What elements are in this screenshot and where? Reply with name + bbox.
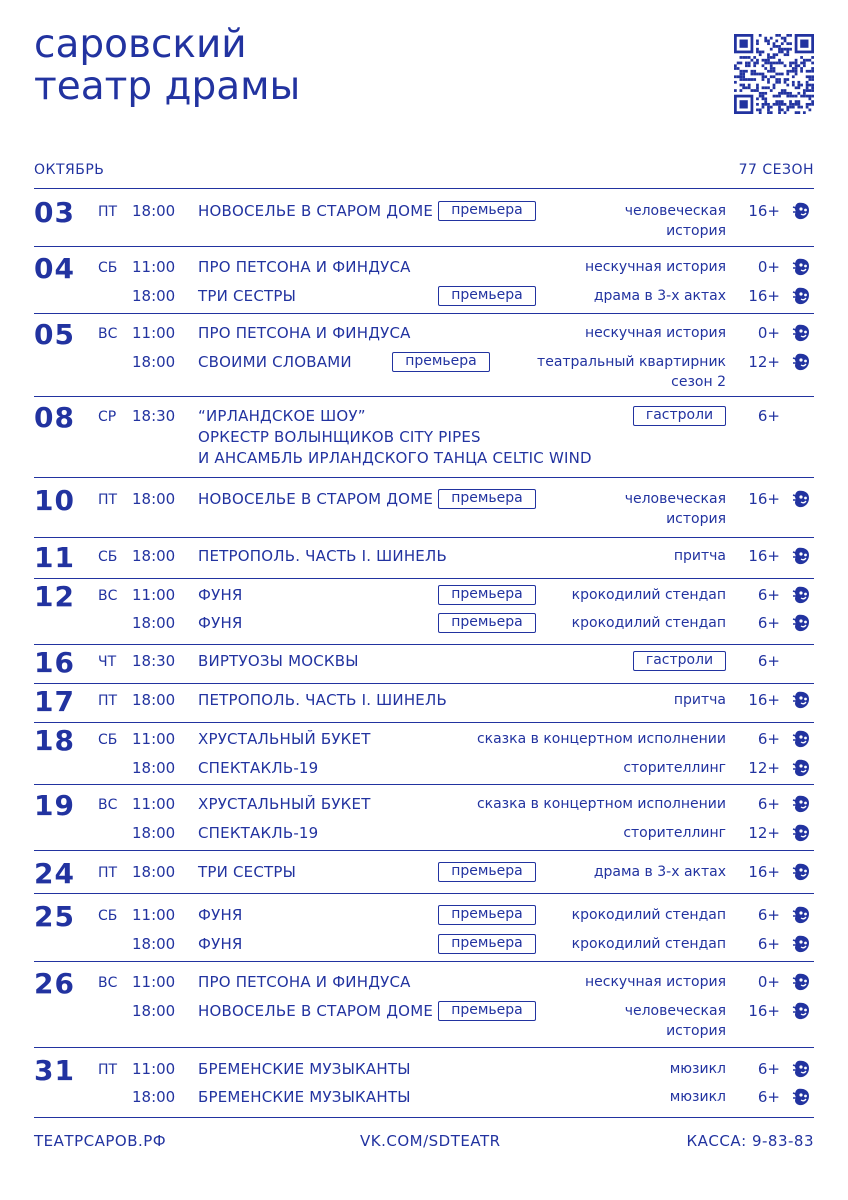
show-title[interactable]: ФУНЯ: [198, 614, 243, 632]
show-title[interactable]: ПРО ПЕТСОНА И ФИНДУСА: [198, 258, 411, 276]
age-rating: 6+: [757, 906, 780, 924]
theatre-mask-icon[interactable]: [792, 546, 812, 566]
show-title[interactable]: И АНСАМБЛЬ ИРЛАНДСКОГО ТАНЦА CELTIC WIND: [198, 449, 592, 467]
theatre-mask-icon[interactable]: [792, 690, 812, 710]
weekday: ПТ: [98, 865, 118, 881]
day-date: 10: [34, 484, 75, 517]
weekday: ПТ: [98, 204, 118, 220]
show-title[interactable]: ТРИ СЕСТРЫ: [198, 863, 297, 881]
show-genre: притча: [673, 692, 726, 708]
premiere-badge: премьера: [438, 585, 536, 605]
theatre-mask-icon[interactable]: [792, 257, 812, 277]
day-date: 24: [34, 857, 75, 890]
day-date: 08: [34, 401, 75, 434]
theatre-mask-icon[interactable]: [792, 201, 812, 221]
show-genre: драма в 3-х актах: [593, 288, 726, 304]
show-genre: история: [666, 1023, 726, 1039]
title-line-2: театр драмы: [34, 64, 301, 109]
day-date: 12: [34, 580, 75, 613]
age-rating: 6+: [757, 935, 780, 953]
theatre-mask-icon[interactable]: [792, 972, 812, 992]
age-rating: 0+: [757, 973, 780, 991]
age-rating: 6+: [757, 1060, 780, 1078]
show-title[interactable]: СПЕКТАКЛЬ-19: [198, 824, 319, 842]
show-time: 11:00: [132, 586, 176, 604]
vk-link[interactable]: VK.COM/SDTEATR: [360, 1132, 501, 1150]
age-rating: 6+: [757, 1088, 780, 1106]
age-rating: 0+: [757, 324, 780, 342]
show-genre: драма в 3-х актах: [593, 864, 726, 880]
theatre-mask-icon[interactable]: [792, 323, 812, 343]
show-title[interactable]: ПРО ПЕТСОНА И ФИНДУСА: [198, 324, 411, 342]
show-time: 18:00: [132, 863, 176, 881]
show-genre: нескучная история: [584, 325, 726, 341]
divider-line: [34, 961, 814, 962]
tour-badge: гастроли: [633, 651, 726, 671]
age-rating: 6+: [757, 586, 780, 604]
show-genre: театральный квартирник: [537, 354, 726, 370]
theatre-mask-icon[interactable]: [792, 352, 812, 372]
show-time: 11:00: [132, 973, 176, 991]
weekday: СБ: [98, 732, 118, 748]
show-title[interactable]: НОВОСЕЛЬЕ В СТАРОМ ДОМЕ: [198, 490, 434, 508]
weekday: ПТ: [98, 1062, 118, 1078]
show-genre: сторителлинг: [623, 825, 726, 841]
premiere-badge: премьера: [438, 905, 536, 925]
show-title[interactable]: ХРУСТАЛЬНЫЙ БУКЕТ: [198, 795, 371, 813]
show-time: 11:00: [132, 906, 176, 924]
divider-line: [34, 477, 814, 478]
premiere-badge: премьера: [438, 862, 536, 882]
show-genre: сказка в концертном исполнении: [476, 796, 726, 812]
premiere-badge: премьера: [438, 613, 536, 633]
show-genre: сказка в концертном исполнении: [476, 731, 726, 747]
theatre-mask-icon[interactable]: [792, 794, 812, 814]
theatre-title: [34, 24, 300, 108]
show-title[interactable]: БРЕМЕНСКИЕ МУЗЫКАНТЫ: [198, 1060, 411, 1078]
show-time: 11:00: [132, 324, 176, 342]
show-time: 18:00: [132, 935, 176, 953]
show-time: 18:00: [132, 547, 176, 565]
age-rating: 6+: [757, 407, 780, 425]
show-title[interactable]: ФУНЯ: [198, 586, 243, 604]
show-title[interactable]: ПРО ПЕТСОНА И ФИНДУСА: [198, 973, 411, 991]
show-genre: притча: [673, 548, 726, 564]
premiere-badge: премьера: [392, 352, 490, 372]
theatre-mask-icon[interactable]: [792, 823, 812, 843]
show-time: 18:00: [132, 1088, 176, 1106]
divider-line: [34, 784, 814, 785]
weekday: СБ: [98, 549, 118, 565]
day-date: 31: [34, 1054, 75, 1087]
day-date: 17: [34, 685, 75, 718]
divider-line: [34, 313, 814, 314]
divider-line: [34, 537, 814, 538]
day-date: 16: [34, 646, 75, 679]
age-rating: 6+: [757, 652, 780, 670]
season-label: 77 СЕЗОН: [738, 162, 814, 178]
theatre-mask-icon[interactable]: [792, 934, 812, 954]
age-rating: 16+: [748, 490, 780, 508]
divider-line: [34, 1047, 814, 1048]
divider-line: [34, 396, 814, 397]
weekday: СБ: [98, 260, 118, 276]
show-genre: крокодилий стендап: [571, 907, 726, 923]
theatre-mask-icon[interactable]: [792, 1059, 812, 1079]
premiere-badge: премьера: [438, 1001, 536, 1021]
cashbox-phone: КАССА: 9-83-83: [686, 1132, 814, 1150]
show-title[interactable]: ТРИ СЕСТРЫ: [198, 287, 297, 305]
age-rating: 16+: [748, 287, 780, 305]
premiere-badge: премьера: [438, 201, 536, 221]
premiere-badge: премьера: [438, 934, 536, 954]
age-rating: 6+: [757, 614, 780, 632]
divider-line: [34, 850, 814, 851]
show-genre: человеческая: [624, 1003, 726, 1019]
divider-line: [34, 578, 814, 579]
show-genre: мюзикл: [669, 1089, 726, 1105]
show-title[interactable]: БРЕМЕНСКИЕ МУЗЫКАНТЫ: [198, 1088, 411, 1106]
show-title[interactable]: ПЕТРОПОЛЬ. ЧАСТЬ I. ШИНЕЛЬ: [198, 691, 447, 709]
show-title[interactable]: ОРКЕСТР ВОЛЫНЩИКОВ CITY PIPES: [198, 428, 481, 446]
show-time: 18:00: [132, 614, 176, 632]
age-rating: 0+: [757, 258, 780, 276]
show-time: 18:00: [132, 287, 176, 305]
show-genre: человеческая: [624, 491, 726, 507]
divider-line: [34, 683, 814, 684]
weekday: ЧТ: [98, 654, 117, 670]
show-title[interactable]: ФУНЯ: [198, 906, 243, 924]
show-time: 18:00: [132, 490, 176, 508]
show-genre: сезон 2: [671, 374, 726, 390]
divider-line: [34, 188, 814, 189]
theatre-mask-icon[interactable]: [792, 729, 812, 749]
day-date: 11: [34, 541, 75, 574]
premiere-badge: премьера: [438, 489, 536, 509]
show-title[interactable]: НОВОСЕЛЬЕ В СТАРОМ ДОМЕ: [198, 202, 434, 220]
show-time: 11:00: [132, 730, 176, 748]
day-date: 03: [34, 196, 75, 229]
age-rating: 6+: [757, 730, 780, 748]
age-rating: 16+: [748, 863, 780, 881]
show-time: 18:00: [132, 353, 176, 371]
weekday: СР: [98, 409, 117, 425]
show-genre: сторителлинг: [623, 760, 726, 776]
weekday: ПТ: [98, 492, 118, 508]
theatre-mask-icon[interactable]: [792, 489, 812, 509]
show-time: 18:00: [132, 759, 176, 777]
show-title[interactable]: СВОИМИ СЛОВАМИ: [198, 353, 352, 371]
theatre-mask-icon[interactable]: [792, 862, 812, 882]
show-genre: история: [666, 223, 726, 239]
weekday: ВС: [98, 797, 118, 813]
show-genre: крокодилий стендап: [571, 587, 726, 603]
show-time: 18:00: [132, 1002, 176, 1020]
age-rating: 16+: [748, 202, 780, 220]
theatre-mask-icon[interactable]: [792, 1001, 812, 1021]
show-genre: мюзикл: [669, 1061, 726, 1077]
age-rating: 16+: [748, 691, 780, 709]
show-time: 11:00: [132, 1060, 176, 1078]
divider-line: [34, 246, 814, 247]
theatre-mask-icon[interactable]: [792, 758, 812, 778]
day-date: 18: [34, 724, 75, 757]
day-date: 19: [34, 789, 75, 822]
age-rating: 12+: [748, 824, 780, 842]
show-time: 18:00: [132, 202, 176, 220]
show-title[interactable]: “ИРЛАНДСКОЕ ШОУ”: [198, 407, 366, 425]
show-title[interactable]: ПЕТРОПОЛЬ. ЧАСТЬ I. ШИНЕЛЬ: [198, 547, 447, 565]
day-date: 25: [34, 900, 75, 933]
theatre-mask-icon[interactable]: [792, 905, 812, 925]
weekday: ВС: [98, 326, 118, 342]
show-time: 11:00: [132, 258, 176, 276]
show-time: 18:30: [132, 407, 176, 425]
show-time: 18:00: [132, 824, 176, 842]
age-rating: 16+: [748, 547, 780, 565]
day-date: 26: [34, 967, 75, 1000]
divider-line: [34, 722, 814, 723]
qr-code-icon[interactable]: [734, 34, 814, 114]
age-rating: 12+: [748, 353, 780, 371]
age-rating: 16+: [748, 1002, 780, 1020]
title-line-1: саровский: [34, 22, 247, 67]
show-title[interactable]: ВИРТУОЗЫ МОСКВЫ: [198, 652, 359, 670]
show-genre: крокодилий стендап: [571, 615, 726, 631]
show-time: 18:30: [132, 652, 176, 670]
age-rating: 6+: [757, 795, 780, 813]
divider-line: [34, 893, 814, 894]
age-rating: 12+: [748, 759, 780, 777]
show-genre: крокодилий стендап: [571, 936, 726, 952]
month-label: ОКТЯБРЬ: [34, 162, 105, 178]
show-title[interactable]: СПЕКТАКЛЬ-19: [198, 759, 319, 777]
day-date: 04: [34, 252, 75, 285]
day-date: 05: [34, 318, 75, 351]
show-genre: человеческая: [624, 203, 726, 219]
premiere-badge: премьера: [438, 286, 536, 306]
weekday: ПТ: [98, 693, 118, 709]
show-time: 11:00: [132, 795, 176, 813]
show-title[interactable]: ФУНЯ: [198, 935, 243, 953]
show-title[interactable]: НОВОСЕЛЬЕ В СТАРОМ ДОМЕ: [198, 1002, 434, 1020]
theatre-mask-icon[interactable]: [792, 613, 812, 633]
divider-line: [34, 1117, 814, 1118]
theatre-mask-icon[interactable]: [792, 585, 812, 605]
show-genre: нескучная история: [584, 974, 726, 990]
site-link[interactable]: ТЕАТРСАРОВ.РФ: [34, 1132, 167, 1150]
show-genre: нескучная история: [584, 259, 726, 275]
weekday: СБ: [98, 908, 118, 924]
theatre-mask-icon[interactable]: [792, 286, 812, 306]
theatre-mask-icon[interactable]: [792, 1087, 812, 1107]
weekday: ВС: [98, 975, 118, 991]
weekday: ВС: [98, 588, 118, 604]
show-genre: история: [666, 511, 726, 527]
divider-line: [34, 644, 814, 645]
tour-badge: гастроли: [633, 406, 726, 426]
show-time: 18:00: [132, 691, 176, 709]
show-title[interactable]: ХРУСТАЛЬНЫЙ БУКЕТ: [198, 730, 371, 748]
